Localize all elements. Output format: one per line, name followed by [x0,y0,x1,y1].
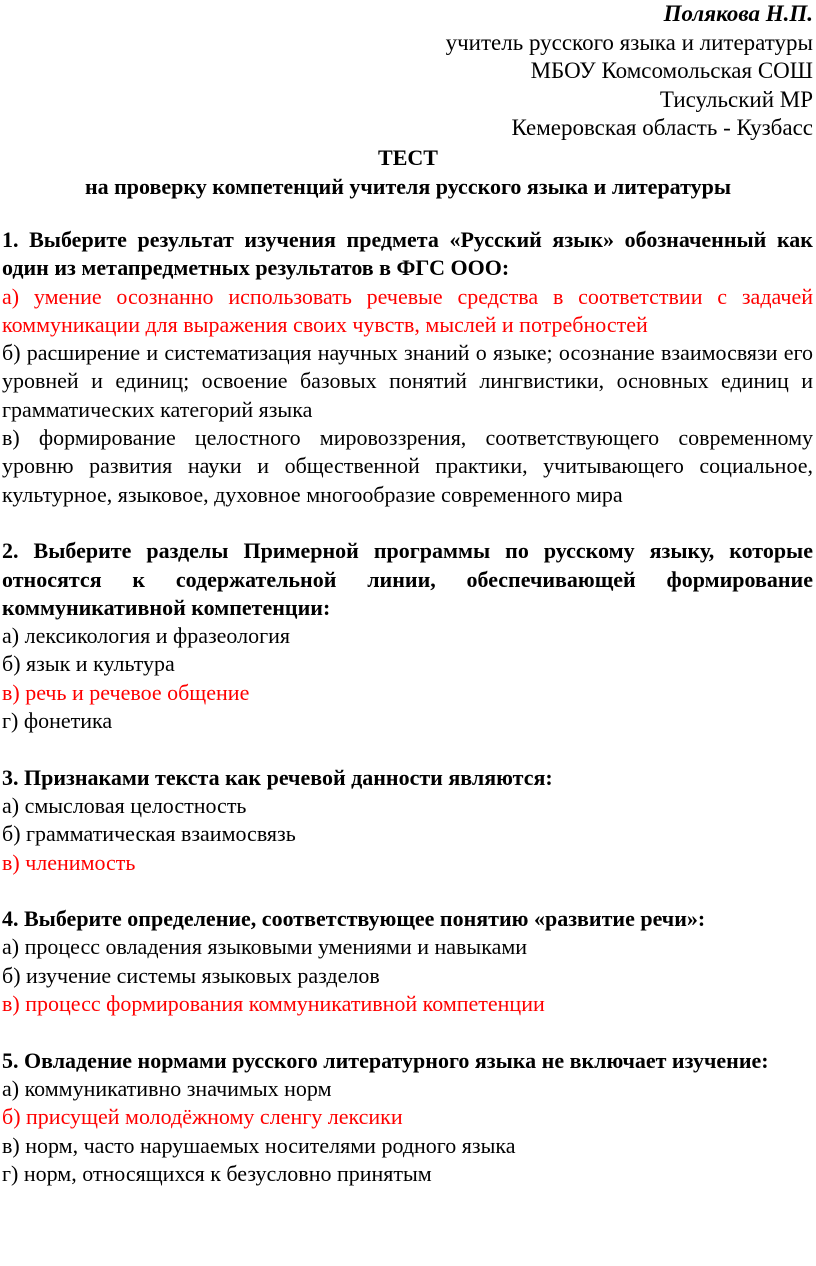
answer-option: б) язык и культура [2,651,175,677]
answer-option: в) членимость [2,849,136,875]
answer-option: г) фонетика [2,708,113,734]
answer-option: а) процесс овладения языковыми умениями и навыками [2,934,528,960]
question-text: 5. Овладение нормами русского литературного языка не включает изучение: [2,1047,769,1073]
answer-option: а) коммуникативно значимых норм [2,1075,332,1101]
author-block [446,0,813,143]
question-text: 1. Выберите результат изучения предмета «Русский язык» обозначенный как один из метапредметных результатов в ФГС ООО: [2,227,813,281]
answer-option: б) присущей молодёжному сленгу лексики [2,1104,403,1130]
question-2 [2,537,813,735]
question-5 [2,1047,813,1188]
region-name: Кемеровская область - Кузбасс [511,115,813,140]
questions-list [2,226,813,1216]
question-4 [2,905,813,1018]
answer-option: в) норм, часто нарушаемых носителями родного языка [2,1132,516,1158]
answer-option: а) умение осознанно использовать речевые средства в соответствии с задачей коммуникации для выражения своих чувств, мыслей и потребностей [2,283,813,337]
question-text: 4. Выберите определение, соответствующее понятию «развитие речи»: [2,906,706,932]
document-subtitle: на проверку компетенций учителя русского языка и литературы [84,174,732,199]
answer-option: б) изучение системы языковых разделов [2,962,380,988]
answer-option: в) процесс формирования коммуникативной компетенции [2,991,545,1017]
district-name: Тисульский МР [659,86,813,112]
answer-option: б) грамматическая взаимосвязь [2,821,296,847]
answer-option: в) речь и речевое общение [2,679,250,705]
title-block [0,143,816,201]
answer-option: г) норм, относящихся к безусловно принятым [2,1160,432,1186]
question-1 [2,226,813,509]
author-position: учитель русского языка и литературы [445,29,813,55]
question-3 [2,764,813,877]
document-title: ТЕСТ [378,145,438,170]
answer-option: а) лексикология и фразеология [2,623,291,649]
question-text: 3. Признаками текста как речевой данности являются: [2,764,553,790]
answer-option: б) расширение и систематизация научных знаний о языке; осознание взаимосвязи его уровней и единиц; освоение базовых понятий лингвистики, основных единиц и грамматических категорий языка [2,340,813,422]
author-name: Полякова Н.П. [663,1,813,26]
school-name: МБОУ Комсомольская СОШ [530,58,813,83]
answer-option: а) смысловая целостность [2,792,247,818]
question-text: 2. Выберите разделы Примерной программы по русскому языку, которые относятся к содержательной линии, обеспечивающей формирование коммуникативной компетенции: [2,538,813,620]
answer-option: в) формирование целостного мировоззрения, соответствующего современному уровню развития науки и общественной практики, учитывающего социальное, культурное, языковое, духовное многообразие современного мира [2,425,813,507]
